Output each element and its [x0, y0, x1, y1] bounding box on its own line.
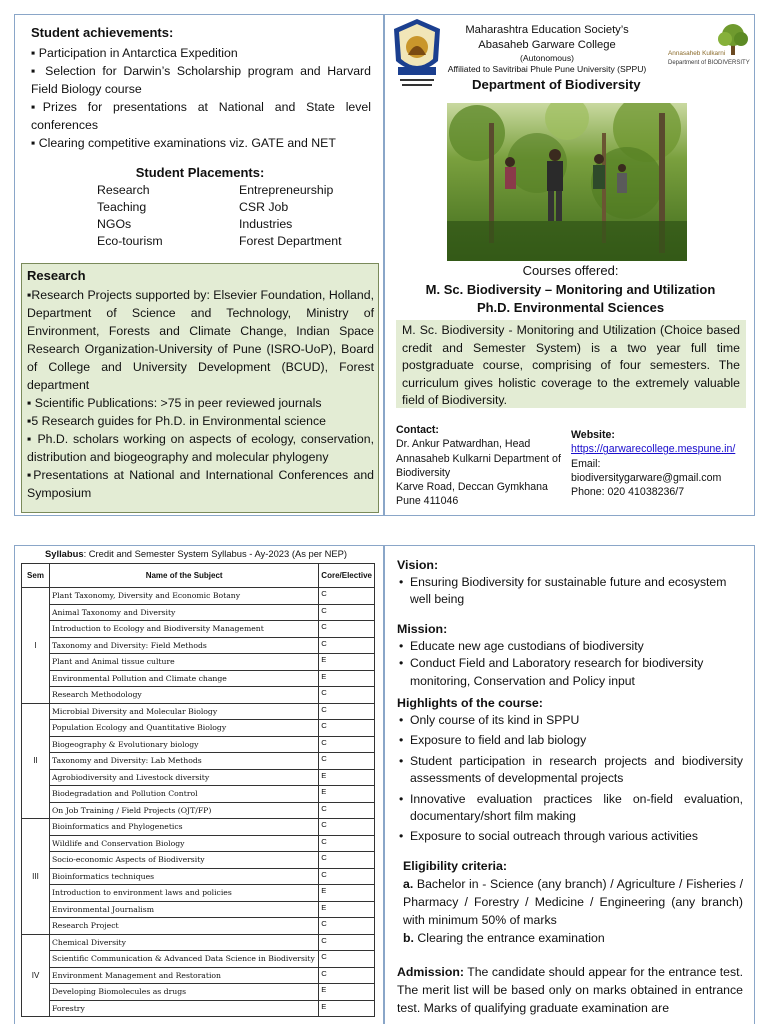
placement-item: Research [97, 183, 150, 197]
subject-cell: Introduction to environment laws and policies [50, 885, 319, 902]
subject-cell: Research Methodology [50, 687, 319, 704]
highlights-list [397, 712, 743, 846]
contact-label: Contact: [396, 424, 439, 436]
subject-cell: Biogeography & Evolutionary biology [50, 736, 319, 753]
list-item: • Only course of its kind in SPPU [397, 712, 743, 729]
course-msc-title: M. Sc. Biodiversity – Monitoring and Utilization [425, 282, 716, 297]
table-row [22, 819, 375, 836]
syllabus-body [22, 588, 375, 1017]
type-cell: E [319, 670, 375, 687]
subject-cell: Developing Biomolecules as drugs [50, 984, 319, 1001]
subject-cell: Socio-economic Aspects of Biodiversity [50, 852, 319, 869]
research-item: ▪Research Projects supported by: Elsevier Foundation, Holland, Department of Science and Technology, Ministry of Environment, Forests and Climate Change, Indian Space Research Organization-University of Pune (ISRO-UoP), Board of College and University Development (BCUD), Forest department [27, 288, 374, 392]
eligibility-section [397, 857, 743, 947]
research-item: ▪ Scientific Publications: >75 in peer reviewed journals [27, 396, 322, 410]
table-row [22, 687, 375, 704]
table-row [22, 670, 375, 687]
subject-cell: Environmental Pollution and Climate change [50, 670, 319, 687]
achievements-title: Student achievements: [31, 25, 174, 40]
table-row [22, 918, 375, 935]
autonomous-label: (Autonomous) [520, 53, 574, 63]
type-cell: C [319, 852, 375, 869]
type-cell: E [319, 1000, 375, 1017]
eligibility-a-label: a. [403, 876, 414, 891]
table-row [22, 951, 375, 968]
achievements-section [31, 25, 371, 152]
subject-cell: Plant and Animal tissue culture [50, 654, 319, 671]
semester-cell: IV [22, 934, 50, 1017]
placement-item: Entrepreneurship [239, 183, 334, 197]
subject-cell: Chemical Diversity [50, 934, 319, 951]
eligibility-a-text: Bachelor in - Science (any branch) / Agriculture / Fisheries / Pharmacy / Forestry / Medicine / Engineering (any branch) with minimum 50% of marks [403, 876, 743, 927]
list-item: • Exposure to field and lab biology [397, 732, 743, 749]
semester-cell: II [22, 703, 50, 819]
subject-cell: Forestry [50, 1000, 319, 1017]
course-info-content [397, 556, 743, 1017]
type-cell: E [319, 786, 375, 803]
list-item: • Exposure to social outreach through various activities [397, 828, 743, 845]
syllabus-caption [45, 548, 347, 559]
research-item: ▪ Ph.D. scholars working on aspects of ecology, conservation, distribution and biogeography and molecular phylogeny [27, 432, 374, 464]
eligibility-b-label: b. [403, 930, 414, 945]
contact-line: Annasaheb Kulkarni Department of Biodiversity [396, 452, 561, 479]
subject-cell: Biodegradation and Pollution Control [50, 786, 319, 803]
type-cell: E [319, 654, 375, 671]
subject-cell: Plant Taxonomy, Diversity and Economic Botany [50, 588, 319, 605]
affiliation-label: Affiliated to Savitribai Phule Pune University (SPPU) [447, 64, 647, 74]
department-panel [384, 14, 755, 516]
subject-cell: Taxonomy and Diversity: Lab Methods [50, 753, 319, 770]
type-cell: C [319, 637, 375, 654]
subject-cell: Wildlife and Conservation Biology [50, 835, 319, 852]
research-title: Research [27, 268, 86, 283]
list-item: • Innovative evaluation practices like on-field evaluation, documentary/short film making [397, 791, 743, 826]
type-cell: C [319, 868, 375, 885]
subject-cell: Environmental Journalism [50, 901, 319, 918]
subject-cell: Taxonomy and Diversity: Field Methods [50, 637, 319, 654]
phone-number: Phone: 020 41038236/7 [571, 486, 685, 499]
table-row [22, 868, 375, 885]
type-cell: C [319, 835, 375, 852]
type-cell: C [319, 736, 375, 753]
website-link[interactable]: https://garwarecollege.mespune.in/ [571, 443, 736, 456]
subject-cell: Animal Taxonomy and Diversity [50, 604, 319, 621]
table-row [22, 720, 375, 737]
table-row [22, 753, 375, 770]
syllabus-caption-bold: Syllabus [45, 548, 84, 559]
type-cell: C [319, 621, 375, 638]
website-label: Website: [571, 429, 615, 441]
subject-cell: On Job Training / Field Projects (OJT/FP) [50, 802, 319, 819]
table-row [22, 802, 375, 819]
admission-label: Admission: [397, 964, 464, 979]
highlights-title: Highlights of the course: [397, 696, 543, 711]
table-row [22, 588, 375, 605]
department-logo [667, 19, 753, 71]
placements-list [97, 182, 367, 250]
college-header [447, 23, 647, 75]
research-box [21, 263, 379, 513]
semester-cell: III [22, 819, 50, 935]
contact-line: Karve Road, Deccan Gymkhana [396, 481, 548, 494]
table-row [22, 703, 375, 720]
syllabus-panel [14, 545, 384, 1024]
achievement-item: ▪ Participation in Antarctica Expedition [31, 46, 238, 60]
contact-block [396, 423, 572, 509]
type-cell: C [319, 687, 375, 704]
type-cell: C [319, 918, 375, 935]
list-item: • Educate new age custodians of biodiversity [397, 638, 743, 655]
syllabus-table [21, 563, 375, 1017]
type-cell: C [319, 819, 375, 836]
placement-item: CSR Job [239, 200, 289, 214]
column-header-subject: Name of the Subject [50, 564, 319, 588]
field-work-photo [447, 103, 687, 261]
email-address[interactable]: biodiversitygarware@gmail.com [571, 471, 722, 484]
table-row [22, 967, 375, 984]
placements-title: Student Placements: [135, 165, 265, 180]
table-row [22, 1000, 375, 1017]
subject-cell: Environment Management and Restoration [50, 967, 319, 984]
placement-item: Industries [239, 217, 293, 231]
type-cell: C [319, 802, 375, 819]
website-block [571, 428, 755, 499]
type-cell: E [319, 885, 375, 902]
course-info-panel [384, 545, 755, 1024]
mission-title: Mission: [397, 621, 448, 636]
courses-offered-label: Courses offered: [522, 263, 619, 278]
table-row [22, 984, 375, 1001]
eligibility-title: Eligibility criteria: [403, 858, 507, 873]
placement-item: Teaching [97, 200, 147, 214]
type-cell: C [319, 720, 375, 737]
research-item: ▪5 Research guides for Ph.D. in Environmental science [27, 414, 326, 428]
contact-line: Pune 411046 [396, 495, 459, 508]
table-row [22, 835, 375, 852]
achievement-item: ▪Prizes for presentations at National and State level conferences [31, 100, 371, 132]
semester-cell: I [22, 588, 50, 704]
table-row [22, 654, 375, 671]
college-name: Abasaheb Garware College [478, 39, 616, 51]
mission-list [397, 638, 743, 690]
type-cell: C [319, 604, 375, 621]
table-row [22, 604, 375, 621]
type-cell: C [319, 753, 375, 770]
course-phd-title: Ph.D. Environmental Sciences [476, 300, 665, 315]
table-row [22, 852, 375, 869]
eligibility-a [403, 875, 743, 929]
achievement-item: ▪ Clearing competitive examinations viz. GATE and NET [31, 136, 336, 150]
table-row [22, 901, 375, 918]
subject-cell: Bioinformatics techniques [50, 868, 319, 885]
subject-cell: Population Ecology and Quantitative Biology [50, 720, 319, 737]
type-cell: E [319, 984, 375, 1001]
vision-list [397, 574, 743, 609]
course-description: M. Sc. Biodiversity - Monitoring and Utilization (Choice based credit and Semester System) is a two year full time postgraduate course, comprising of four semesters. The curriculum gives holistic coverage to the extremely valuable field of Biodiversity. [396, 320, 746, 408]
list-item: • Student participation in research projects and biodiversity assessments of developmental projects [397, 753, 743, 788]
table-row [22, 885, 375, 902]
subject-cell: Scientific Communication & Advanced Data Science in Biodiversity [50, 951, 319, 968]
type-cell: E [319, 901, 375, 918]
placement-item: NGOs [97, 217, 132, 231]
placement-item: Eco-tourism [97, 234, 163, 248]
list-item: • Conduct Field and Laboratory research for biodiversity monitoring, Conservation and Policy input [397, 655, 743, 690]
vision-title: Vision: [397, 558, 439, 572]
column-header-type: Core/Elective [319, 564, 375, 588]
table-row [22, 637, 375, 654]
department-title: Department of Biodiversity [472, 77, 641, 92]
type-cell: C [319, 934, 375, 951]
eligibility-b [403, 929, 743, 947]
research-item: ▪Presentations at National and International Conferences and Symposium [27, 468, 374, 500]
table-row [22, 934, 375, 951]
type-cell: C [319, 588, 375, 605]
list-item: • Ensuring Biodiversity for sustainable future and ecosystem well being [397, 574, 743, 609]
subject-cell: Introduction to Ecology and Biodiversity Management [50, 621, 319, 638]
column-header-sem: Sem [22, 564, 50, 588]
subject-cell: Microbial Diversity and Molecular Biology [50, 703, 319, 720]
achievements-panel [14, 14, 384, 516]
contact-line: Dr. Ankur Patwardhan, Head [396, 438, 531, 451]
achievement-item: ▪ Selection for Darwin’s Scholarship program and Harvard Field Biology course [31, 64, 371, 96]
table-row [22, 786, 375, 803]
type-cell: E [319, 769, 375, 786]
table-row [22, 621, 375, 638]
type-cell: C [319, 967, 375, 984]
eligibility-b-text: Clearing the entrance examination [413, 930, 605, 945]
admission-text [397, 963, 743, 1017]
type-cell: C [319, 703, 375, 720]
table-header-row [22, 564, 375, 588]
placement-item: Forest Department [239, 234, 342, 248]
society-name: Maharashtra Education Society’s [465, 24, 629, 36]
dept-logo-line1: Annasaheb Kulkarni [668, 50, 726, 57]
subject-cell: Agrobiodiversity and Livestock diversity [50, 769, 319, 786]
syllabus-caption-text: : Credit and Semester System Syllabus - Ay-2023 (As per NEP) [83, 548, 348, 559]
admission-body: The candidate should appear for the entrance test. The merit list will be based only on marks obtained in entrance test. Marks of qualifying graduate examination are [397, 964, 743, 1015]
subject-cell: Research Project [50, 918, 319, 935]
email-label: Email: [571, 457, 601, 470]
table-row [22, 769, 375, 786]
dept-logo-line2: Department of BIODIVERSITY [668, 60, 750, 66]
table-row [22, 736, 375, 753]
type-cell: C [319, 951, 375, 968]
subject-cell: Bioinformatics and Phylogenetics [50, 819, 319, 836]
